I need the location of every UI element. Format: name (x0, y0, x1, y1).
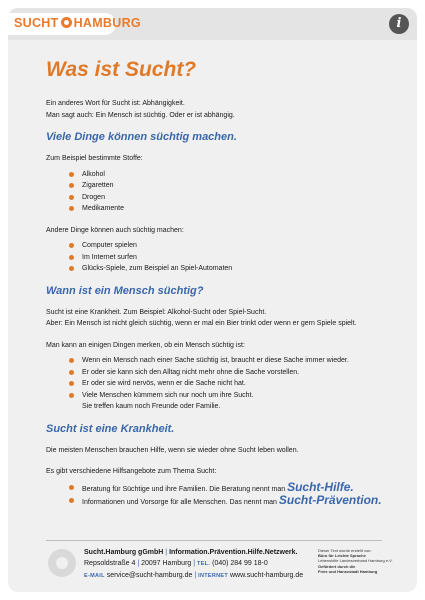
credit-line-4: Gefördert durch die (318, 563, 356, 569)
credit-line-5: Freie und Hansestadt Hamburg (318, 568, 378, 574)
section-heading-1: Viele Dinge können süchtig machen. (46, 131, 237, 143)
substances-list (46, 169, 396, 215)
list-item: Medikamente (46, 203, 396, 215)
email-link[interactable]: service@sucht-hamburg.de (106, 572, 193, 579)
list-item: Glücks-Spiele, zum Beispiel an Spiel-Automaten (46, 263, 396, 275)
internet-label: INTERNET (198, 573, 229, 579)
org-name: Sucht.Hamburg gGmbH (84, 549, 164, 556)
sucht-hamburg-logo[interactable] (14, 16, 141, 30)
section-heading-3: Sucht ist eine Krankheit. (46, 422, 175, 435)
help-term: Sucht-Hilfe. (287, 479, 354, 494)
list-item-line-2: Sie treffen kaum noch Freunde oder Familie. (82, 403, 221, 410)
list-item: Er oder sie wird nervös, wenn er die Sache nicht hat. (46, 378, 396, 390)
list-item: Computer spielen (46, 240, 396, 252)
phone-link[interactable]: (040) 284 99 18-0 (212, 560, 268, 567)
section2-lead: Man kann an einigen Dingen merken, ob ein Mensch süchtig ist: (46, 341, 245, 349)
list-item (46, 390, 396, 413)
intro-line-1: Ein anderes Wort für Sucht ist: Abhängigkeit. (46, 100, 185, 107)
activities-list (46, 240, 396, 275)
list-item (46, 495, 396, 509)
city: 20097 Hamburg (141, 560, 192, 567)
footer-contact: Sucht.Hamburg gGmbH | Information.Prävention.Hilfe.Netzwerk. Repsoldstraße 4 | 20097 Hamburg | TEL. (040) 284 99 18-0 E-MAIL service@sucht-hamburg.de | INTERNET www.sucht-hamburg.de (84, 549, 304, 579)
section1-lead-1: Zum Beispiel bestimmte Stoffe: (46, 155, 143, 162)
list-item: Alkohol (46, 169, 396, 181)
credit-line-2: Büro für Leichte Sprache (318, 553, 366, 559)
section3-para: Die meisten Menschen brauchen Hilfe, wenn sie wieder ohne Sucht leben wollen. (46, 446, 299, 454)
website-link[interactable]: www.sucht-hamburg.de (230, 572, 304, 579)
section2-para-2: Aber: Ein Mensch ist nicht gleich süchtig, wenn er mal ein Bier trinkt oder wenn er gern Spiele spielt. (46, 320, 357, 327)
list-item: Im Internet surfen (46, 252, 396, 264)
help-list (46, 479, 396, 509)
email-label: E-MAIL (84, 573, 105, 579)
prevention-term: Sucht-Prävention. (278, 493, 382, 507)
list-item: Zigaretten (46, 180, 396, 192)
footer-logo-icon (48, 549, 76, 577)
footer-divider (46, 540, 382, 541)
logo-text-right: HAMBURG (73, 16, 141, 30)
section2-para-1: Sucht ist eine Krankheit. Zum Beispiel: Alkohol-Sucht oder Spiel-Sucht. (46, 308, 267, 316)
list-item: Drogen (46, 192, 396, 204)
list-item-line-1: Viele Menschen kümmern sich nur noch um ihre Sucht. (82, 391, 254, 399)
info-icon[interactable]: i (389, 14, 409, 34)
prevention-item-text: Informationen und Vorsorge für alle Menschen. Das nennt man (82, 499, 277, 506)
credit-line-1: Dieser Text wurde erstellt von: (318, 548, 372, 553)
signs-list (46, 355, 396, 413)
intro-line-2: Man sagt auch: Ein Mensch ist süchtig. Oder er ist abhängig. (46, 111, 235, 119)
list-item: Er oder sie kann sich den Alltag nicht mehr ohne die Sache vorstellen. (46, 367, 396, 379)
tel-label: TEL. (197, 561, 211, 567)
help-item-text: Beratung für Süchtige und ihre Familien. Die Beratung nennt man (82, 485, 286, 493)
page-title: Was ist Sucht? (46, 58, 197, 81)
credit-line-3: Lebenshilfe Landesverband Hamburg e.V. (318, 558, 393, 564)
section-heading-2: Wann ist ein Mensch süchtig? (46, 284, 204, 297)
list-item: Wenn ein Mensch nach einer Sache süchtig ist, braucht er diese Sache immer wieder. (46, 355, 396, 367)
footer-credits (318, 548, 400, 574)
logo-text-left: SUCHT (14, 16, 59, 30)
logo-mark-icon (61, 17, 72, 28)
address: Repsoldstraße 4 (84, 560, 136, 567)
section1-lead-2: Andere Dinge können auch süchtig machen: (46, 226, 184, 234)
main-content (46, 58, 396, 509)
section3-lead: Es gibt verschiedene Hilfsangebote zum Thema Sucht: (46, 468, 217, 475)
org-tagline: Information.Prävention.Hilfe.Netzwerk. (169, 549, 298, 556)
